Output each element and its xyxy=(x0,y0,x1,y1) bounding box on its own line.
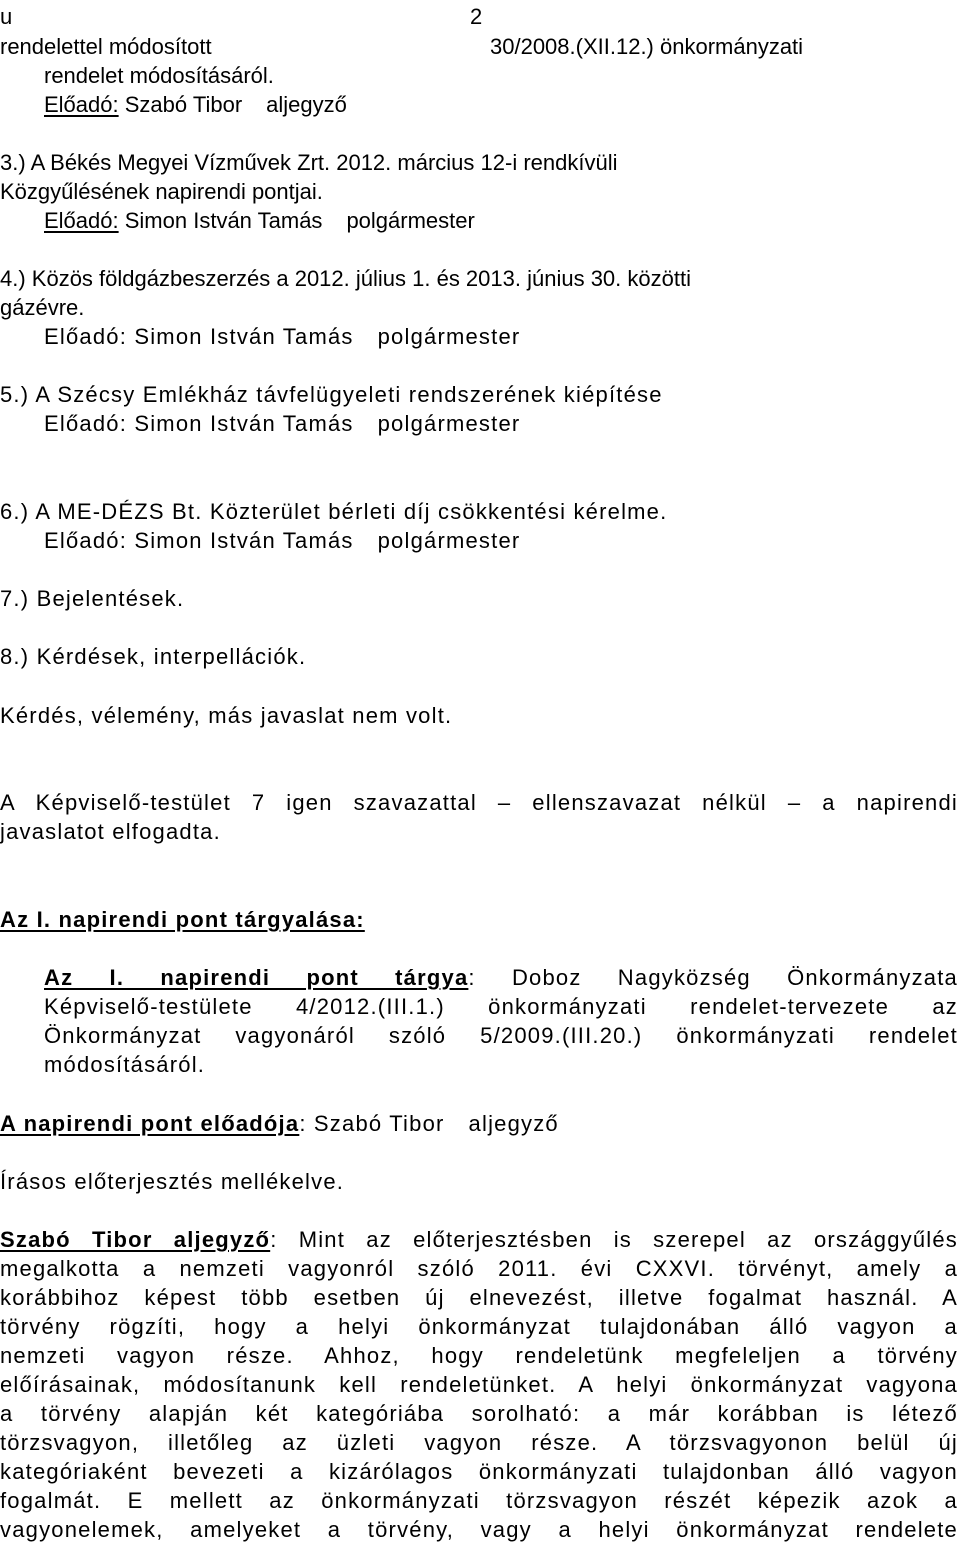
agenda-item-6-line-1: 6.) A ME-DÉZS Bt. Közterület bérleti díj csökkentési kérelme. xyxy=(0,499,668,524)
presenter-label: A napirendi pont előadója xyxy=(0,1111,300,1136)
presenter-label: Előadó: xyxy=(44,208,119,233)
topic-line-4: módosításáról. xyxy=(44,1052,206,1077)
presenter-name: Előadó: Simon István Tamás xyxy=(44,528,354,553)
paragraph-line: vagyonelemek, amelyeket a törvény, vagy a helyi önkormányzat rendelete xyxy=(0,1517,958,1542)
agenda-item-8: 8.) Kérdések, interpellációk. xyxy=(0,644,307,669)
topic-label: Az I. napirendi pont tárgya xyxy=(44,965,469,990)
agenda-item-3-line-1: 3.) A Békés Megyei Vízművek Zrt. 2012. március 12-i rendkívüli xyxy=(0,150,618,175)
presenter-name: Előadó: Simon István Tamás xyxy=(44,411,354,436)
agenda-item-4-line-2: gázévre. xyxy=(0,295,85,320)
agenda-item-5-line-1: 5.) A Szécsy Emlékház távfelügyeleti rendszerének kiépítése xyxy=(0,382,663,407)
agenda-item-7: 7.) Bejelentések. xyxy=(0,586,185,611)
page-fragment-u: u xyxy=(0,4,13,29)
topic-line-1 xyxy=(44,963,958,992)
header-line-1-right: 30/2008.(XII.12.) önkormányzati xyxy=(490,34,804,59)
presenter-role: polgármester xyxy=(377,324,521,349)
agenda-point-presenter xyxy=(0,1109,559,1138)
paragraph-line: nemzeti vagyon része. Ahhoz, hogy rendeletünk megfeleljen a törvény xyxy=(0,1343,958,1368)
presenter-role: aljegyző xyxy=(266,92,347,117)
presenter-role: polgármester xyxy=(346,208,475,233)
topic-line-2: Képviselő-testülete 4/2012.(III.1.) önkormányzati rendelet-tervezete az xyxy=(44,994,958,1019)
section-heading: Az I. napirendi pont tárgyalása: xyxy=(0,907,365,932)
paragraph-line-1: Szabó Tibor aljegyző: Mint az előterjesztésben is szerepel az országgyűlés xyxy=(0,1227,958,1252)
presenter-name: : Szabó Tibor xyxy=(299,1111,445,1136)
paragraph-line: fogalmát. E mellett az önkormányzati törzsvagyon részét képezik azok a xyxy=(0,1488,958,1513)
presenter-name: Előadó: Simon István Tamás xyxy=(44,324,354,349)
presenter-role: polgármester xyxy=(377,528,521,553)
vote-line-2: javaslatot elfogadta. xyxy=(0,819,221,844)
paragraph-line: korábbihoz képest több esetben új elnevezést, illetve fogalmat használ. A xyxy=(0,1285,958,1310)
speaker-label: Szabó Tibor aljegyző xyxy=(0,1227,271,1252)
presenter-role: aljegyző xyxy=(468,1111,559,1136)
vote-line-1: A Képviselő-testület 7 igen szavazattal – ellenszavazat nélkül – a napirendi xyxy=(0,790,958,815)
page-number: 2 xyxy=(470,4,483,29)
presenter-label: Előadó: xyxy=(44,92,119,117)
topic-line-1-rest: : Doboz Nagyközség Önkormányzata xyxy=(468,965,958,990)
written-submission-note: Írásos előterjesztés mellékelve. xyxy=(0,1169,345,1194)
agenda-item-3-presenter xyxy=(44,206,475,235)
presenter-name: Szabó Tibor xyxy=(124,92,243,117)
paragraph-line: előírásainak, módosítanunk kell rendeletünket. A helyi önkormányzat vagyona xyxy=(0,1372,958,1397)
agenda-item-3-line-2: Közgyűlésének napirendi pontjai. xyxy=(0,179,323,204)
header-presenter xyxy=(44,90,347,119)
presenter-role: polgármester xyxy=(377,411,521,436)
header-line-2: rendelet módosításáról. xyxy=(44,63,274,88)
agenda-item-5-presenter xyxy=(44,409,520,438)
no-questions-note: Kérdés, vélemény, más javaslat nem volt. xyxy=(0,703,453,728)
paragraph-line: kategóriaként bevezeti a kizárólagos önkormányzati tulajdonban álló vagyon xyxy=(0,1459,958,1484)
paragraph-line: törzsvagyon, illetőleg az üzleti vagyon része. A törzsvagyonon belül új xyxy=(0,1430,958,1455)
paragraph-line: a törvény alapján két kategóriába sorolható: a már korábban is létező xyxy=(0,1401,958,1426)
header-line-1: rendelettel módosított xyxy=(0,34,212,59)
agenda-item-4-presenter xyxy=(44,322,520,351)
paragraph-line: megalkotta a nemzeti vagyonról szóló 2011. évi CXXVI. törvényt, amely a xyxy=(0,1256,958,1281)
topic-line-3: Önkormányzat vagyonáról szóló 5/2009.(III.20.) önkormányzati rendelet xyxy=(44,1023,958,1048)
presenter-name: Simon István Tamás xyxy=(124,208,323,233)
agenda-item-6-presenter xyxy=(44,526,520,555)
paragraph-line: törvény rögzíti, hogy a helyi önkormányzat tulajdonában álló vagyon a xyxy=(0,1314,958,1339)
agenda-item-4-line-1: 4.) Közös földgázbeszerzés a 2012. július 1. és 2013. június 30. közötti xyxy=(0,266,691,291)
